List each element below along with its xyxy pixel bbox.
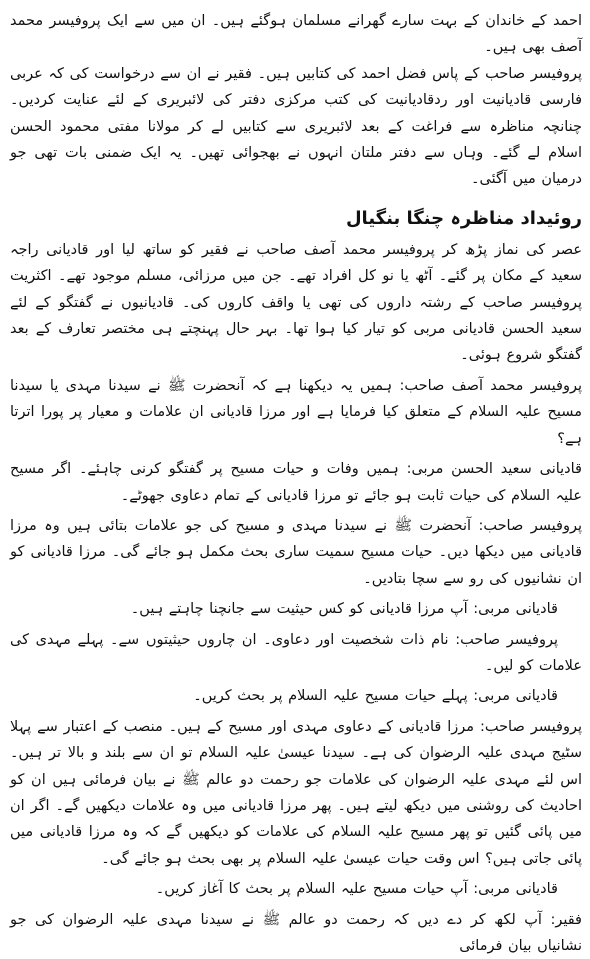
paragraph-top-2: پروفیسر صاحب کے پاس فضل احمد کی کتابیں ہیں۔ فقیر نے ان سے درخواست کی کہ عربی فارسی قادیانیت اور ردقادیانیت کی کتب مرکزی دفتر کی لائبریری کے لئے عنایت کردیں۔ چنانچہ مناظرہ سے فراغت کے بعد لائبریری سے کتابیں لے کر مولانا مفتی محمود الحسن اسلام لے گئے۔ وہاں سے دفتر ملتان انہوں نے بھجوائی تھیں۔ یہ ایک ضمنی بات تھی جو درمیان میں آگئی۔ xyxy=(10,65,582,188)
paragraph-main-4: پروفیسر صاحب: آنحضرت ﷺ نے سیدنا مہدی و مسیح کی جو علامات بتائی ہیں وہ مرزا قادیانی میں دیکھا دیں۔ حیات مسیح سمیت ساری بحث مکمل ہو جائے گی۔ مرزا قادیانی کو ان نشانیوں کی رو سے سچا بتادیں۔ xyxy=(10,517,582,587)
paragraph-main-9: قادیانی مربی: آپ حیات مسیح علیہ السلام پر بحث کا آغاز کریں۔ xyxy=(155,881,558,898)
paragraph-top-1: احمد کے خاندان کے بہت سارے گھرانے مسلمان ہوگئے ہیں۔ ان میں سے ایک پروفیسر محمد آصف بھی ہیں۔ xyxy=(10,13,582,56)
paragraph-main-10: فقیر: آپ لکھ کر دے دیں کہ رحمت دو عالم ﷺ نے سیدنا مہدی علیہ الرضوان کی جو نشانیاں بیان فرمائی xyxy=(10,911,582,954)
paragraph-main-3: قادیانی سعید الحسن مربی: ہمیں وفات و حیات مسیح پر گفتگو کرنی چاہئے۔ اگر مسیح علیہ السلام کی حیات ثابت ہو جائے تو مرزا قادیانی کے تمام دعاوی جھوٹے۔ xyxy=(10,461,582,504)
paragraph-main-1: عصر کی نماز پڑھ کر پروفیسر محمد آصف صاحب نے فقیر کو ساتھ لیا اور قادیانی راجہ سعید کے مکان پر گئے۔ آٹھ یا نو کل افراد تھے۔ جن میں مرزائی، مسلم موجود تھے۔ اکثریت پروفیسر صاحب کے رشتہ داروں کی تھی یا واقف کاروں کی۔ قادیانیوں نے گفتگو کے لئے سعید الحسن قادیانی مربی کو تیار کیا ہوا تھا۔ بہر حال پہنچتے ہی مختصر تعارف کے بعد گفتگو شروع ہوئی۔ xyxy=(10,241,582,364)
paragraph-main-5: قادیانی مربی: آپ مرزا قادیانی کو کس حیثیت سے جانچنا چاہتے ہیں۔ xyxy=(130,601,558,618)
section-heading: روئیداد مناظرہ چنگا بنگیال xyxy=(345,207,582,229)
paragraph-main-7: قادیانی مربی: پہلے حیات مسیح علیہ السلام پر بحث کریں۔ xyxy=(193,688,558,705)
paragraph-main-2: پروفیسر محمد آصف صاحب: ہمیں یہ دیکھنا ہے کہ آنحضرت ﷺ نے سیدنا مہدی یا سیدنا مسیح علیہ السلام کے متعلق کیا فرمایا ہے اور مرزا قادیانی ان علامات و معیار پر پورا اترتا ہے؟ xyxy=(10,377,582,447)
paragraph-main-6: پروفیسر صاحب: نام ذات شخصیت اور دعاوی۔ ان چاروں حیثیتوں سے۔ پہلے مہدی کی علامات کو لیں۔ xyxy=(10,631,582,674)
paragraph-main-8: پروفیسر صاحب: مرزا قادیانی کے دعاوی مہدی اور مسیح کے ہیں۔ منصب کے اعتبار سے پہلا سٹیج مہدی علیہ الرضوان کی ہے۔ سیدنا عیسیٰ علیہ السلام تو ان سے بلند و بالا تر ہیں۔ اس لئے مہدی علیہ الرضوان کی علامات جو رحمت دو عالم ﷺ نے بیان فرمائی ہیں ان کو احادیث کی روشنی میں دیکھ لیتے ہیں۔ پھر مرزا قادیانی میں وہ علامات دیکھیں گے۔ اگر ان میں پائی گئیں تو پھر مسیح علیہ السلام کی علامات کو دیکھیں گے کہ وہ مرزا قادیانی میں پائی جاتی ہیں؟ اس وقت حیات عیسیٰ علیہ السلام پر بھی بحث ہو جائے گی۔ xyxy=(10,718,582,867)
